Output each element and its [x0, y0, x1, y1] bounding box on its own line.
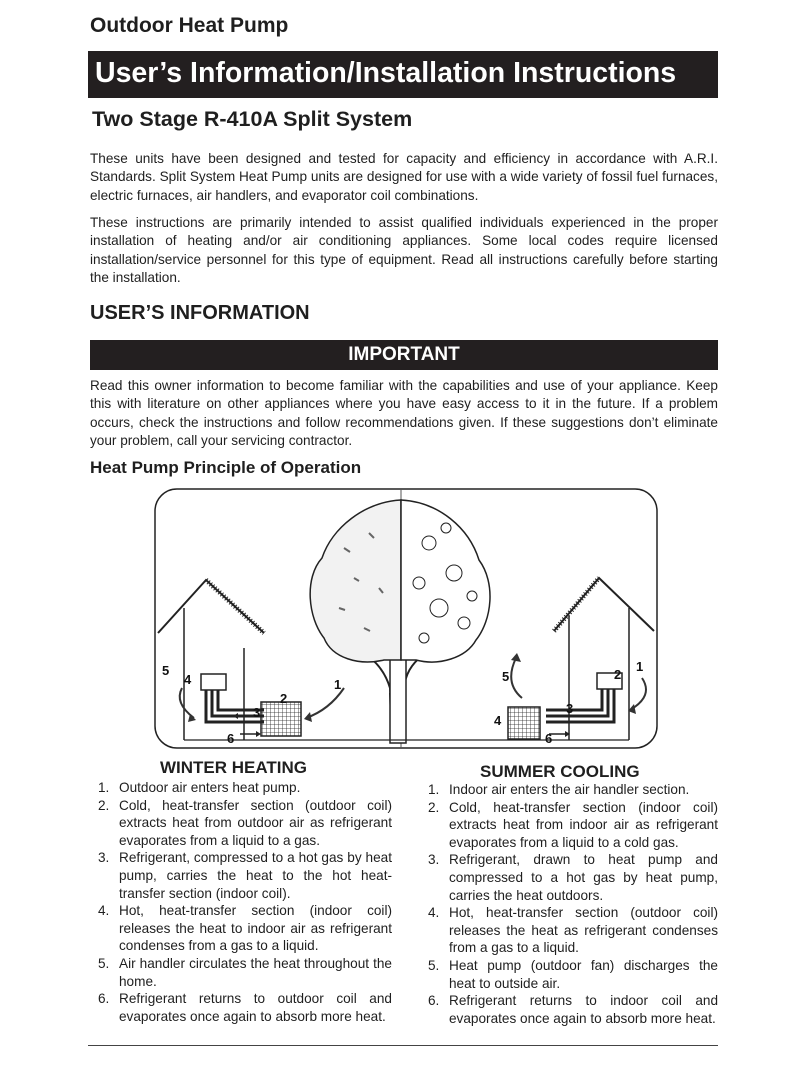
principle-heading: Heat Pump Principle of Operation — [90, 458, 362, 477]
product-label: Outdoor Heat Pump — [90, 14, 289, 37]
list-item: 6. Refrigerant returns to indoor coil and evaporates once again to absorb more heat. — [428, 993, 718, 1026]
important-banner: IMPORTANT — [90, 340, 718, 370]
important-paragraph: Read this owner information to become familiar with the capabilities and use of your appliance. Keep this with literature on other appliances where you have easy access to it in the future. If a problem occurs, check the instructions and follow recommendations given. If these suggestions don’t eliminate your problem, call your servicing contractor. — [90, 378, 718, 449]
list-item: 5. Air handler circulates the heat throughout the home. — [98, 955, 392, 989]
winter-outdoor-unit — [261, 702, 301, 736]
winter-label-2: 2 — [280, 691, 288, 706]
list-item: 2. Cold, heat-transfer section (outdoor coil) extracts heat from outdoor air as refrigerant evaporates from a liquid to a gas. — [98, 797, 392, 848]
summer-cooling-title: SUMMER COOLING — [480, 762, 640, 781]
summer-label-4: 4 — [494, 713, 502, 728]
intro-paragraph-1: These units have been designed and tested for capacity and efficiency in accordance with A.R.I. Standards. Split System Heat Pump units are designed for use with a wide variety of fossil fuel furnaces, electric furnaces, air handlers, and evaporator coil combinations. — [90, 151, 718, 203]
list-item: 5. Heat pump (outdoor fan) discharges the heat to outside air. — [428, 957, 718, 991]
winter-label-6: 6 — [227, 731, 235, 746]
winter-air-handler — [201, 674, 226, 690]
summer-outdoor-unit — [508, 707, 540, 739]
summer-steps-list — [422, 781, 718, 1027]
list-item: 2. Cold, heat-transfer section (indoor coil) extracts heat from indoor air as refrigerant evaporates from a liquid to a cold gas. — [428, 799, 718, 850]
list-item: 1. Indoor air enters the air handler section. — [428, 782, 690, 797]
summer-label-5: 5 — [502, 669, 510, 684]
winter-label-3: 3 — [253, 705, 261, 720]
winter-heating-title: WINTER HEATING — [160, 758, 308, 777]
summer-label-2: 2 — [614, 667, 622, 682]
intro-paragraph-2: These instructions are primarily intended to assist qualified individuals experienced in the proper installation of heating and/or air conditioning appliances. Some local codes require licensed installation/service personnel for this type of equipment. Read all instructions carefully before starting the installation. — [90, 215, 718, 286]
title-banner — [88, 51, 718, 98]
summer-label-3: 3 — [566, 701, 574, 716]
list-item: 1. Outdoor air enters heat pump. — [98, 780, 301, 795]
list-item: 4. Hot, heat-transfer section (outdoor coil) releases the heat as refrigerant condenses from a gas to a liquid. — [428, 905, 718, 956]
users-information-heading: USER’S INFORMATION — [90, 302, 310, 324]
winter-steps-list — [92, 779, 392, 1025]
winter-label-4: 4 — [184, 672, 192, 687]
summer-label-6: 6 — [545, 731, 553, 746]
list-item: 3. Refrigerant, drawn to heat pump and compressed to a hot gas by heat pump, carries the heat outdoors. — [428, 852, 718, 903]
list-item: 4. Hot, heat-transfer section (indoor coil) releases the heat to indoor air as refrigerant condenses from a gas to a liquid. — [98, 903, 392, 954]
document-subtitle: Two Stage R-410A Split System — [92, 107, 413, 131]
winter-label-1: 1 — [334, 677, 342, 692]
heat-pump-diagram — [154, 488, 658, 750]
list-item: 3. Refrigerant, compressed to a hot gas by heat pump, carries the heat to the hot heat-transfer section (indoor coil). — [98, 850, 392, 901]
winter-label-5: 5 — [162, 663, 170, 678]
summer-label-1: 1 — [636, 659, 644, 674]
bottom-divider — [88, 1045, 718, 1046]
document-title: User’s Information/Installation Instructions — [95, 57, 677, 89]
list-item: 6. Refrigerant returns to outdoor coil and evaporates once again to absorb more heat. — [98, 991, 392, 1024]
